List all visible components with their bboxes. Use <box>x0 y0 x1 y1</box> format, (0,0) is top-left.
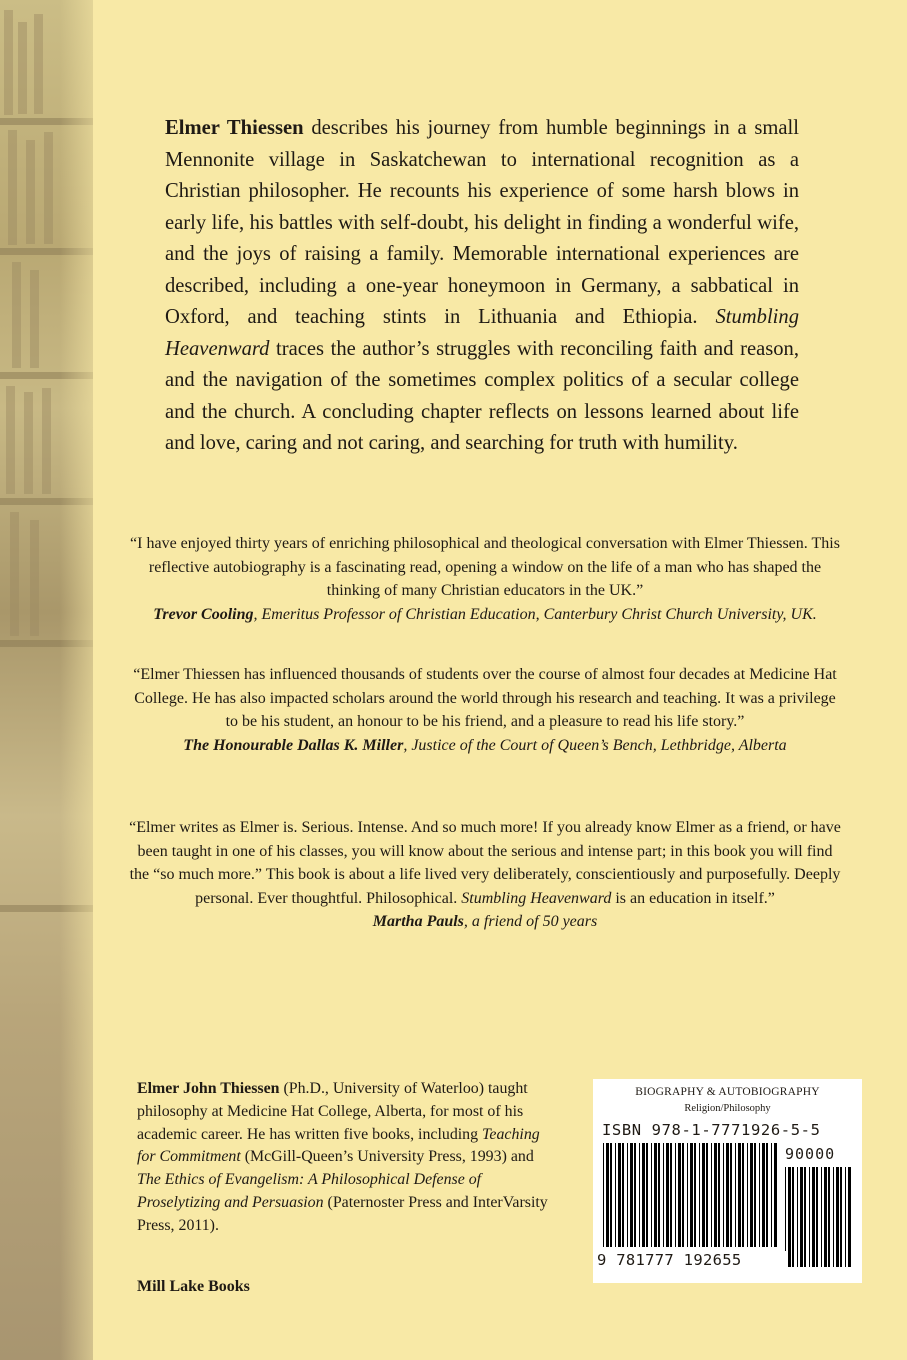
barcode-bar <box>642 1143 645 1247</box>
bisac-category: BIOGRAPHY & AUTOBIOGRAPHY <box>635 1086 820 1098</box>
endorsement-book-title: Stumbling Heavenward <box>461 889 612 907</box>
barcode-bar <box>804 1167 806 1267</box>
isbn-barcode-box <box>593 1079 862 1283</box>
barcode-bar <box>690 1143 693 1247</box>
bio-text-3: (Paternoster Press and InterVarsity Press, 2011). <box>137 1193 548 1234</box>
barcode-bar <box>634 1143 636 1247</box>
barcode-bar <box>618 1143 621 1247</box>
barcode-bar <box>812 1167 815 1267</box>
barcode-bar <box>714 1143 717 1247</box>
blurb-text-2: traces the author’s struggles with reconciling faith and reason, and the navigation of the sometimes complex politics of a secular college and the church. A concluding chapter reflects on lessons learned about life and love, caring and not caring, and searching for truth with humility. <box>165 337 799 454</box>
barcode-bar <box>840 1167 842 1267</box>
endorser-role: , Justice of the Court of Queen’s Bench, Lethbridge, Alberta <box>403 736 787 754</box>
barcode-bar <box>735 1143 736 1247</box>
barcode-bar <box>699 1143 700 1247</box>
barcode-bar <box>845 1167 846 1267</box>
barcode-bar <box>821 1167 822 1267</box>
barcode-bar <box>718 1143 720 1247</box>
barcode-bar <box>824 1167 827 1267</box>
barcode-bar <box>711 1143 712 1247</box>
endorsement-quote: “I have enjoyed thirty years of enriching philosophical and theological conversation with Elmer Thiessen. This reflective autobiography is a fascinating read, opening a window on the life of a man who has shaped the thinking of many Christian educators in the UK.” <box>130 535 840 599</box>
endorsement-attribution <box>153 606 817 623</box>
barcode-bar <box>771 1143 772 1247</box>
barcode-bar <box>666 1143 669 1247</box>
barcode-bar <box>762 1143 765 1247</box>
endorsement-miller <box>128 663 842 757</box>
publisher-name: Mill Lake Books <box>137 1278 250 1295</box>
endorsement-quote-2: is an education in itself.” <box>611 889 775 907</box>
barcode-bar <box>658 1143 660 1247</box>
barcode-bar <box>678 1143 681 1247</box>
barcode-bar <box>766 1143 768 1247</box>
barcode-bar <box>723 1143 724 1247</box>
barcode-bar <box>639 1143 640 1247</box>
barcode-bar <box>651 1143 652 1247</box>
price-addon-number: 90000 <box>785 1145 836 1163</box>
endorser-role: , Emeritus Professor of Christian Education, Canterbury Christ Church University, UK. <box>253 605 817 623</box>
endorsement-quote: “Elmer Thiessen has influenced thousands of students over the course of almost four decades at Medicine Hat College. He has also impacted scholars around the world through his research and teaching. It was a privilege to be his student, an honour to be his friend, and a pleasure to read his life story.” <box>133 666 837 730</box>
endorser-name: Trevor Cooling <box>153 605 254 623</box>
barcode-bar <box>675 1143 676 1247</box>
isbn-text: ISBN 978-1-7771926-5-5 <box>602 1121 821 1139</box>
barcode-bar <box>706 1143 708 1247</box>
barcode-bar <box>654 1143 657 1247</box>
endorser-name: Martha Pauls <box>372 913 464 930</box>
bio-text-2: (McGill-Queen’s University Press, 1993) and <box>240 1148 534 1166</box>
barcode-bar <box>833 1167 834 1267</box>
barcode-bar <box>663 1143 664 1247</box>
barcode-bar <box>603 1143 604 1247</box>
barcode-bar <box>774 1143 777 1247</box>
barcode-bar <box>702 1143 705 1247</box>
barcode-bar <box>797 1167 798 1267</box>
author-bio <box>137 1078 557 1238</box>
bisac-subcategory: Religion/Philosophy <box>684 1103 771 1114</box>
blurb-book-title: Stumbling Heavenward <box>165 306 799 360</box>
barcode-bar <box>630 1143 633 1247</box>
barcode-bar <box>682 1143 684 1247</box>
barcode-bar <box>730 1143 732 1247</box>
bio-book-2: The Ethics of Evangelism: A Philosophical Defense of Proselytizing and Persuasion <box>137 1171 482 1211</box>
barcode-bar <box>750 1143 753 1247</box>
barcode-bar <box>816 1167 818 1267</box>
barcode-bar <box>792 1167 794 1267</box>
barcode-bar <box>788 1167 791 1267</box>
ean-barcode <box>603 1143 779 1247</box>
blurb-author-name: Elmer Thiessen <box>165 117 304 139</box>
barcode-bar <box>742 1143 744 1247</box>
barcode-bar <box>726 1143 729 1247</box>
barcode-number: 9 781777 192655 <box>597 1251 787 1269</box>
bookshelf-photo-strip <box>0 0 93 1360</box>
endorsement-cooling <box>128 532 842 626</box>
bio-book-1: Teaching for Commitment <box>137 1125 540 1166</box>
barcode-bar <box>646 1143 648 1247</box>
barcode-bar <box>738 1143 741 1247</box>
barcode-bar <box>687 1143 688 1247</box>
barcode-bar <box>809 1167 810 1267</box>
barcode-bar <box>610 1143 612 1247</box>
blurb-text-1: describes his journey from humble beginnings in a small Mennonite village in Saskatchewan to international recognition as a Christian philosopher. He recounts his experience of some harsh blows in early life, his battles with self-doubt, his delight in finding a wonderful wife, and the joys of raising a family. Memorable international experiences are described, including a one-year honeymoon in Germany, a sabbatical in Oxford, and teaching stints in Lithuania and Ethiopia. <box>165 117 799 328</box>
endorsement-attribution <box>183 737 786 754</box>
barcode-bar <box>670 1143 672 1247</box>
barcode-bar <box>694 1143 696 1247</box>
barcode-bar <box>615 1143 616 1247</box>
barcode-bar <box>754 1143 756 1247</box>
barcode-bar <box>836 1167 839 1267</box>
barcode-bar <box>800 1167 803 1267</box>
barcode-bar <box>848 1167 851 1267</box>
price-addon-barcode <box>785 1167 851 1267</box>
barcode-bar <box>759 1143 760 1247</box>
barcode-bar <box>828 1167 830 1267</box>
barcode-bar <box>627 1143 628 1247</box>
endorser-role: , a friend of 50 years <box>463 913 598 930</box>
endorsement-quote-1: “Elmer writes as Elmer is. Serious. Intense. And so much more! If you already know Elmer as a friend, or have been taught in one of his classes, you will know about the serious and intense part; in this book you will find the “so much more.” This book is about a life lived very deliberately, conscientiously and purposefully. Deeply personal. Ever thoughtful. Philosophical. <box>129 819 841 907</box>
barcode-bar <box>622 1143 624 1247</box>
book-description <box>165 113 799 460</box>
endorser-name: The Honourable Dallas K. Miller <box>183 736 404 754</box>
endorsement-pauls <box>128 816 842 934</box>
bio-name: Elmer John Thiessen <box>137 1080 280 1097</box>
barcode-bar <box>747 1143 748 1247</box>
endorsement-attribution <box>373 913 597 930</box>
barcode-bar <box>606 1143 609 1247</box>
bio-text-1: (Ph.D., University of Waterloo) taught philosophy at Medicine Hat College, Alberta, for most of his academic career. He has written five books, including <box>137 1080 528 1143</box>
